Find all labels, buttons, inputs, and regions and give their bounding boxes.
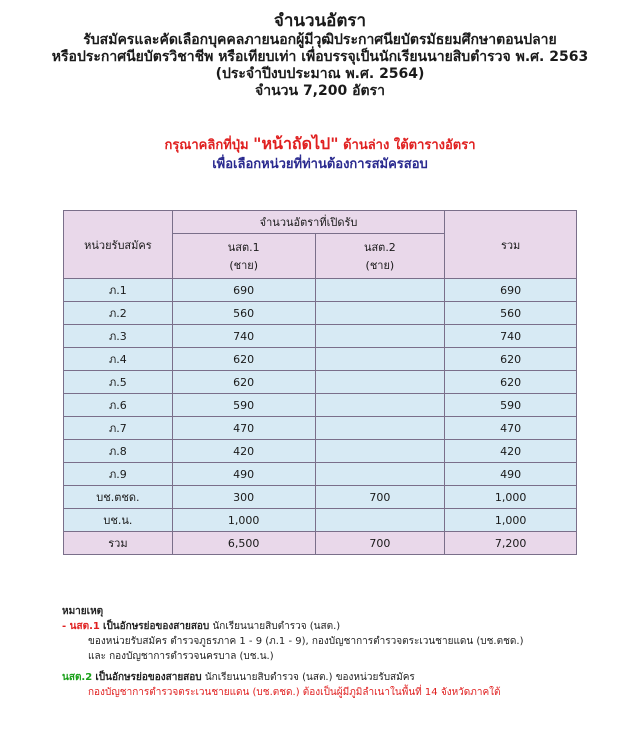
note-2-line-2: กองบัญชาการตำรวจตระเวนชายแดน (บช.ตชด.) ต้องเป็นผู้มีภูมิลำเนาในพื้นที่ 14 จังหวัดภาคใต้ bbox=[88, 687, 501, 698]
cell-total: 1,000 bbox=[445, 486, 577, 509]
page-header bbox=[0, 0, 640, 100]
cell-nsd1: 300 bbox=[172, 486, 315, 509]
cell-unit: บช.ตชด. bbox=[64, 486, 173, 509]
table-row bbox=[64, 348, 577, 371]
cell-nsd1: 490 bbox=[172, 463, 315, 486]
note-1-line-3: และ กองบัญชาการตำรวจนครบาล (บช.น.) bbox=[88, 651, 274, 662]
cell-total: 590 bbox=[445, 394, 577, 417]
cell-unit: ภ.2 bbox=[64, 302, 173, 325]
table-row bbox=[64, 302, 577, 325]
table-row bbox=[64, 463, 577, 486]
cell-nsd2 bbox=[315, 509, 445, 532]
cell-total: 470 bbox=[445, 417, 577, 440]
cell-total: 740 bbox=[445, 325, 577, 348]
table-row bbox=[64, 417, 577, 440]
cell-unit: ภ.6 bbox=[64, 394, 173, 417]
header-nsd1: นสต.1 bbox=[172, 234, 315, 257]
note-1 bbox=[62, 619, 523, 634]
cell-nsd2 bbox=[315, 325, 445, 348]
cell-nsd2 bbox=[315, 394, 445, 417]
cell-unit: ภ.9 bbox=[64, 463, 173, 486]
cell-total: 690 bbox=[445, 279, 577, 302]
note-dash: - bbox=[62, 621, 70, 632]
cell-nsd1: 6,500 bbox=[172, 532, 315, 555]
cell-nsd1: 1,000 bbox=[172, 509, 315, 532]
table-row bbox=[64, 486, 577, 509]
header-line-1: รับสมัครและคัดเลือกบุคคลภายนอกผู้มีวุฒิประกาศนียบัตรมัธยมศึกษาตอนปลาย bbox=[83, 32, 557, 48]
cell-nsd2 bbox=[315, 463, 445, 486]
cell-total: 560 bbox=[445, 302, 577, 325]
table-row bbox=[64, 325, 577, 348]
table-row bbox=[64, 279, 577, 302]
cell-unit: ภ.1 bbox=[64, 279, 173, 302]
note-2 bbox=[62, 670, 523, 685]
page-title: จำนวนอัตรา bbox=[273, 11, 367, 31]
note-2-code: นสต.2 bbox=[62, 672, 93, 683]
cell-unit: ภ.8 bbox=[64, 440, 173, 463]
cell-nsd1: 470 bbox=[172, 417, 315, 440]
cell-total: 1,000 bbox=[445, 509, 577, 532]
quota-table bbox=[63, 210, 577, 555]
table-row bbox=[64, 509, 577, 532]
note-1-line-2: ของหน่วยรับสมัคร ตำรวจภูธรภาค 1 - 9 (ภ.1 - 9), กองบัญชาการตำรวจตระเวนชายแดน (บช.ตชด.) bbox=[88, 636, 524, 647]
cell-nsd2 bbox=[315, 348, 445, 371]
cell-nsd1: 590 bbox=[172, 394, 315, 417]
cell-unit: ภ.3 bbox=[64, 325, 173, 348]
note-1-code: นสต.1 bbox=[69, 621, 100, 632]
instruction bbox=[0, 134, 640, 174]
cell-total: 490 bbox=[445, 463, 577, 486]
cell-unit: บช.น. bbox=[64, 509, 173, 532]
header-total: รวม bbox=[445, 211, 577, 279]
cell-total: 420 bbox=[445, 440, 577, 463]
cell-nsd2: 700 bbox=[315, 532, 445, 555]
note-1-bold: เป็นอักษรย่อของสายสอบ bbox=[103, 621, 210, 632]
cell-nsd1: 620 bbox=[172, 371, 315, 394]
note-2-text: นักเรียนนายสิบตำรวจ (นสต.) ของหน่วยรับสมัคร bbox=[204, 672, 415, 683]
note-2-bold: เป็นอักษรย่อของสายสอบ bbox=[95, 672, 202, 683]
cell-total: 7,200 bbox=[445, 532, 577, 555]
header-line-4: จำนวน 7,200 อัตรา bbox=[255, 83, 385, 99]
header-line-2: หรือประกาศนียบัตรวิชาชีพ หรือเทียบเท่า เพื่อบรรจุเป็นนักเรียนนายสิบตำรวจ พ.ศ. 2563 bbox=[51, 49, 589, 65]
cell-nsd2: 700 bbox=[315, 486, 445, 509]
cell-nsd1: 420 bbox=[172, 440, 315, 463]
cell-total: 620 bbox=[445, 371, 577, 394]
header-nsd2: นสต.2 bbox=[315, 234, 445, 257]
header-open-quota: จำนวนอัตราที่เปิดรับ bbox=[172, 211, 444, 234]
cell-unit: ภ.7 bbox=[64, 417, 173, 440]
instruction-pre: กรุณาคลิกที่ปุ่ม bbox=[164, 138, 254, 153]
note-1-text: นักเรียนนายสิบตำรวจ (นสต.) bbox=[212, 621, 341, 632]
cell-nsd2 bbox=[315, 302, 445, 325]
cell-nsd2 bbox=[315, 371, 445, 394]
header-line-3: (ประจำปีงบประมาณ พ.ศ. 2564) bbox=[215, 66, 425, 82]
table-row bbox=[64, 440, 577, 463]
header-nsd1-sub: (ชาย) bbox=[172, 256, 315, 279]
header-nsd2-sub: (ชาย) bbox=[315, 256, 445, 279]
total-row bbox=[64, 532, 577, 555]
next-page-label: "หน้าถัดไป" bbox=[253, 134, 339, 153]
cell-unit: ภ.4 bbox=[64, 348, 173, 371]
cell-nsd2 bbox=[315, 440, 445, 463]
cell-nsd2 bbox=[315, 279, 445, 302]
notes-heading: หมายเหตุ bbox=[62, 606, 104, 617]
notes-section bbox=[62, 604, 523, 700]
cell-nsd1: 560 bbox=[172, 302, 315, 325]
cell-nsd1: 620 bbox=[172, 348, 315, 371]
cell-total: 620 bbox=[445, 348, 577, 371]
instruction-line-1 bbox=[0, 134, 640, 155]
cell-nsd1: 690 bbox=[172, 279, 315, 302]
cell-unit: ภ.5 bbox=[64, 371, 173, 394]
instruction-post: ด้านล่าง ใต้ตารางอัตรา bbox=[338, 138, 476, 153]
header-unit: หน่วยรับสมัคร bbox=[64, 211, 173, 279]
instruction-line-2: เพื่อเลือกหน่วยที่ท่านต้องการสมัครสอบ bbox=[212, 157, 428, 172]
table-row bbox=[64, 371, 577, 394]
cell-nsd1: 740 bbox=[172, 325, 315, 348]
table-row bbox=[64, 394, 577, 417]
cell-unit: รวม bbox=[64, 532, 173, 555]
cell-nsd2 bbox=[315, 417, 445, 440]
